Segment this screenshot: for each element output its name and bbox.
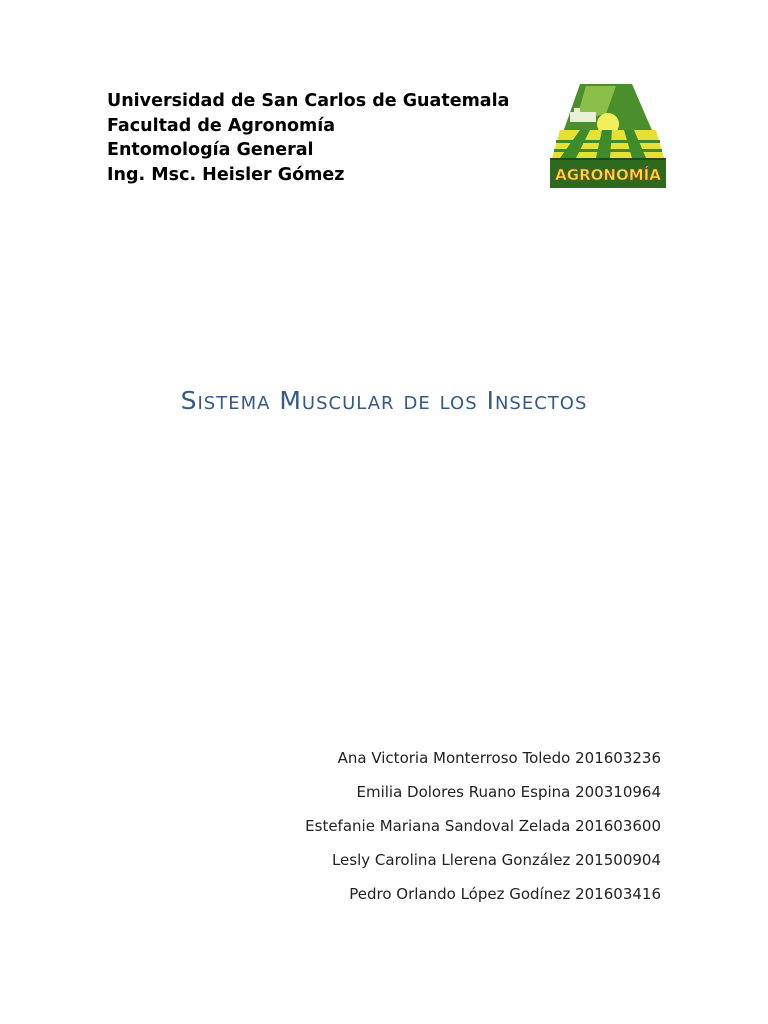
author-list [201, 741, 661, 911]
author-line: Emilia Dolores Ruano Espina 200310964 [356, 783, 661, 801]
university-name: Universidad de San Carlos de Guatemala [107, 91, 510, 111]
course-name: Entomología General [107, 140, 314, 160]
author-line: Pedro Orlando López Godínez 201603416 [349, 885, 661, 903]
author-line: Ana Victoria Monterroso Toledo 201603236 [337, 749, 661, 767]
agronomia-logo [546, 80, 670, 192]
faculty-name: Facultad de Agronomía [107, 115, 336, 136]
logo-wordmark: AGRONOMÍA [555, 166, 661, 184]
header-block [107, 89, 537, 187]
instructor-name: Ing. Msc. Heisler Gómez [107, 164, 345, 185]
document-title: Sistema Muscular de los Insectos [180, 386, 588, 415]
author-line: Estefanie Mariana Sandoval Zelada 201603600 [305, 817, 661, 835]
author-line: Lesly Carolina Llerena González 201500904 [331, 851, 661, 869]
